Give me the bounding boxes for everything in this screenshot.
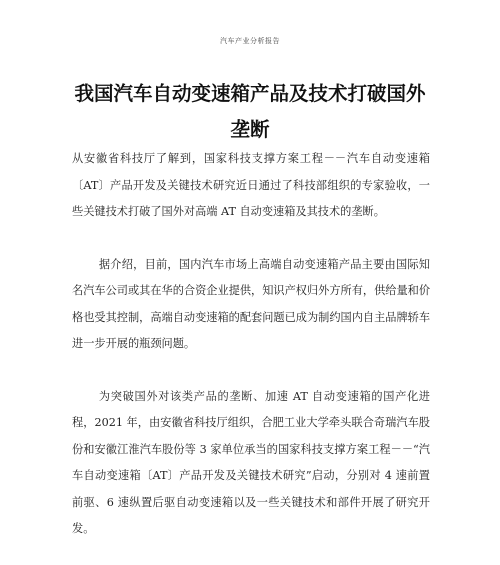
paragraph-1: 从安徽省科技厅了解到，国家科技支撑方案工程－－汽车自动变速箱〔AT〕产品开发及关键技术研究近日通过了科技部组织的专家验收，一些关键技术打破了国外对高端 AT 自动变速箱及其技术的垄断。 bbox=[72, 152, 430, 218]
paragraph-2: 据介绍，目前，国内汽车市场上高端自动变速箱产品主要由国际知名汽车公司或其在华的合资企业提供，知识产权归外方所有，供给量和价格也受其控制，高端自动变速箱的配套问题已成为制约国内自主品牌轿车进一步开展的瓶颈问题。 bbox=[72, 257, 431, 350]
document-title: 我国汽车自动变速箱产品及技术打破国外垄断 bbox=[74, 82, 426, 141]
running-header: 汽车产业分析报告 bbox=[220, 37, 280, 45]
paragraph-3: 为突破国外对该类产品的垄断、加速 AT 自动变速箱的国产化进程，2021 年，由安徽省科技厅组织，合肥工业大学牵头联合奇瑞汽车股份和安徽江淮汽车股份等 3 家单位承当的国家科技支撑方案工程－－“汽车自动变速箱〔AT〕产品开发及关键技术研究”启动，分别对 4 速前置前驱、6 速纵置后驱自动变速箱以及一些关键技术和部件开展了研究开发。 bbox=[72, 389, 430, 535]
article-body bbox=[72, 146, 430, 565]
